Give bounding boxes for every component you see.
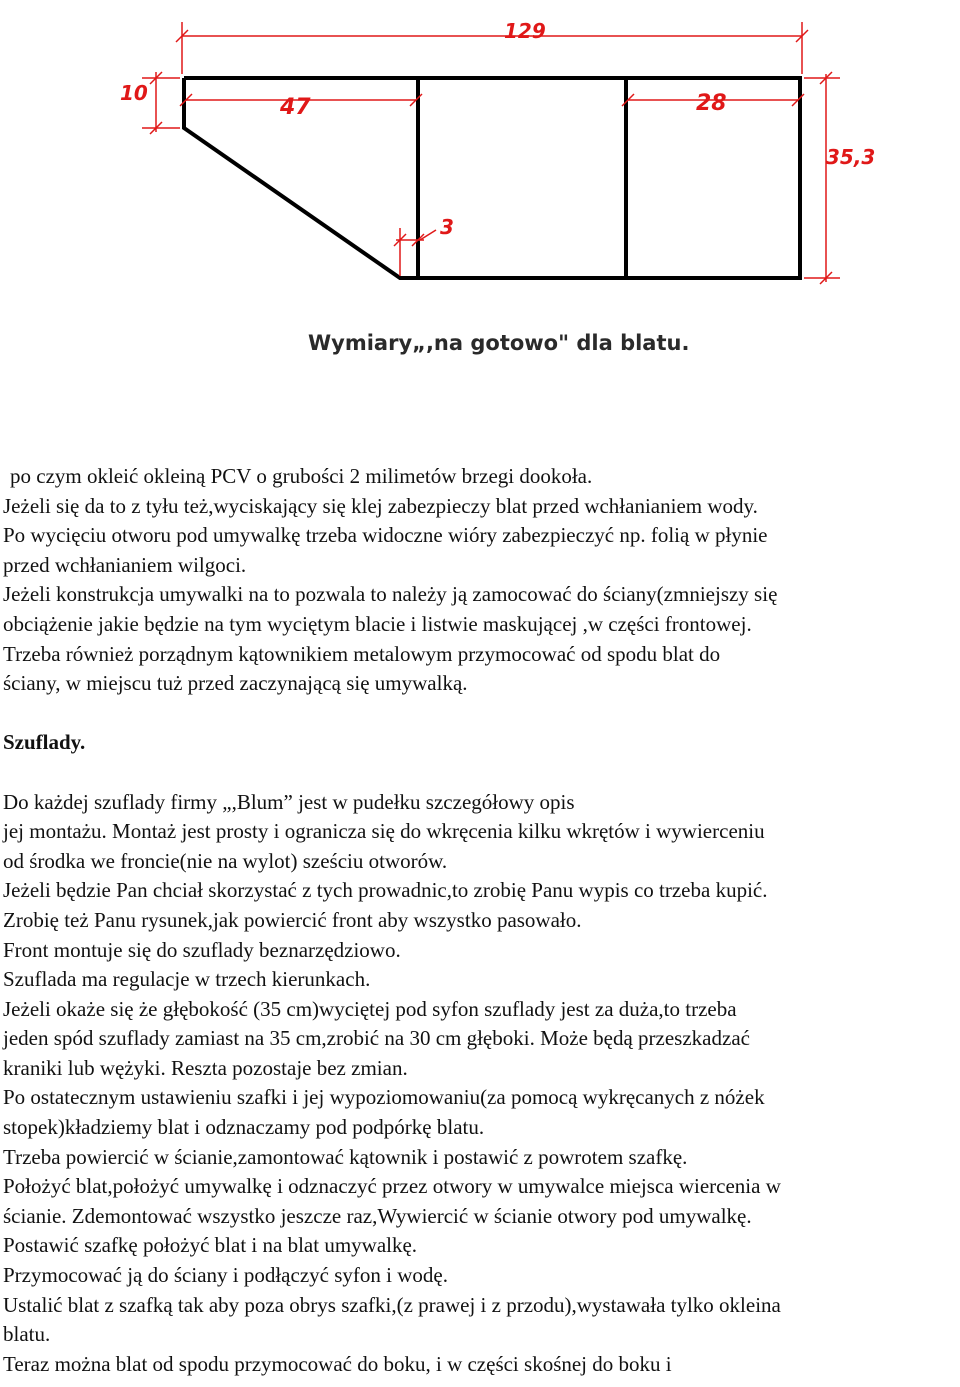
section-line: Zrobię też Panu rysunek,jak powiercić front aby wszystko pasowało. [3,907,582,932]
dim-label-left-height: 10 [120,81,148,105]
dim-label-total: 129 [504,19,546,43]
dimension-lines [142,22,840,284]
dim-label-left-section: 47 [280,95,311,120]
paragraph-line: Jeżeli konstrukcja umywalki na to pozwala to należy ją zamocować do ściany(zmniejszy się [3,582,778,607]
paragraph-line: Jeżeli się da to z tyłu też,wyciskający się klej zabezpieczy blat przed wchłanianiem wody. [3,493,758,518]
section-line: Szuflada ma regulacje w trzech kierunkach. [3,967,371,992]
section-line: jeden spód szuflady zamiast na 35 cm,zrobić na 30 cm głęboki. Może będą przeszkadzać [3,1026,750,1051]
section-line: blatu. [3,1322,51,1347]
section-line: Przymocować ją do ściany i podłączyć syfon i wodę. [3,1263,448,1288]
paragraph-line: po czym okleić okleiną PCV o grubości 2 milimetów brzegi dookoła. [10,464,593,488]
section-line: Teraz można blat od spodu przymocować do boku, i w części skośnej do boku i [3,1351,672,1376]
section-line: jej montażu. Montaż jest prosty i ogranicza się do wkręcenia kilku wkrętów i wywierceniu [3,819,765,844]
section-line: Położyć blat,położyć umywalkę i odznaczyć przez otwory w umywalce miejsca wiercenia w [3,1174,781,1199]
section-line: Ustalić blat z szafką tak aby poza obrys szafki,(z prawej i z przodu),wystawała tylko okleina [3,1292,781,1317]
section-line: ścianie. Zdemontować wszystko jeszcze raz,Wywiercić w ścianie otwory pod umywalkę. [3,1203,752,1228]
dim-label-small-gap: 3 [440,215,454,239]
section-line: stopek)kładziemy blat i odznaczamy pod podpórkę blatu. [3,1115,485,1140]
countertop-dimension-drawing [0,0,960,420]
dimension-diagram [0,0,960,420]
figure-caption: Wymiary„,na gotowo" dla blatu. [308,331,690,355]
section-line: Do każdej szuflady firmy „,Blum” jest w pudełku szczegółowy opis [3,789,575,814]
paragraph-line: Trzeba również porządnym kątownikiem metalowym przymocować od spodu blat do [3,641,721,666]
paragraph-line: przed wchłanianiem wilgoci. [3,552,247,577]
section-line: od środka we froncie(nie na wylot) sześciu otworów. [3,848,448,873]
section-line: kraniki lub wężyki. Reszta pozostaje bez zmian. [3,1055,408,1080]
dim-label-right-section: 28 [696,91,727,116]
paragraph-line: obciążenie jakie będzie na tym wyciętym blacie i listwie maskującej ,w części frontowej. [3,611,752,636]
section-line: Po ostatecznym ustawieniu szafki i jej wypoziomowaniu(za pomocą wykręcanych z nóżek [3,1085,765,1110]
paragraph-line: Po wycięciu otworu pod umywalkę trzeba widoczne wióry zabezpieczyć np. folią w płynie [3,523,768,548]
section-line: Jeżeli będzie Pan chciał skorzystać z tych prowadnic,to zrobię Panu wypis co trzeba kupić. [3,878,768,903]
dim-label-right-height: 35,3 [826,145,876,169]
section-heading: Szuflady. [3,730,86,755]
section-line: Postawić szafkę położyć blat i na blat umywalkę. [3,1233,418,1258]
section-line: Trzeba powiercić w ścianie,zamontować kątownik i postawić z powrotem szafkę. [3,1144,688,1169]
section-line: Front montuje się do szuflady beznarzędziowo. [3,937,401,962]
paragraph-line: ściany, w miejscu tuż przed zaczynającą się umywalką. [3,671,468,696]
section-line: Jeżeli okaże się że głębokość (35 cm)wyciętej pod syfon szuflady jest za duża,to trzeba [3,996,737,1021]
article-body [3,462,959,1379]
